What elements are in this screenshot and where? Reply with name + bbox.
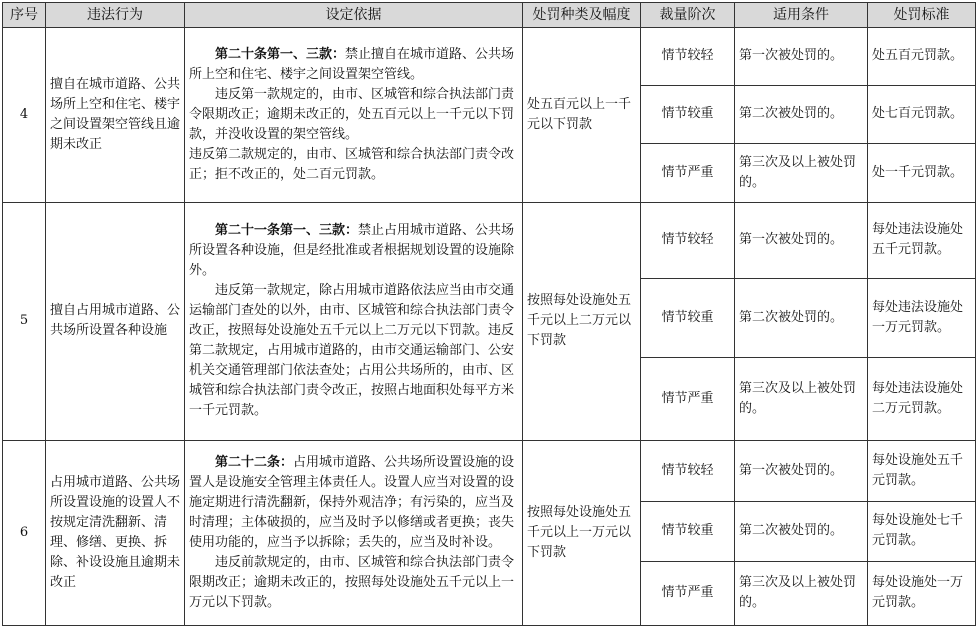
applicable-condition: 第二次被处罚的。 [735, 502, 868, 562]
penalty-range: 按照每处设施处五千元以上二万元以下罚款 [523, 202, 641, 441]
basis-paragraph: 第二十二条：占用城市道路、公共场所设置设施的设置人是设施安全管理主体责任人。设置人应当对设置的设施定期进行清洗翻新，保持外观洁净；有污染的，应当及时清理；主体破损的，应当及时予以修缮或者更换；丧失使用功能的，应当予以拆除；丢失的，应当及时补设。 [189, 455, 515, 551]
table-row [3, 28, 976, 86]
header-level: 裁量阶次 [641, 3, 735, 28]
basis-paragraph: 违反第一款规定的，由市、区城管和综合执法部门责令限期改正；逾期未改正的，处五百元以上一千元以下罚款，并没收设置的架空管线。 [189, 86, 515, 142]
header-row [3, 3, 976, 28]
row-number: 6 [3, 441, 46, 626]
legal-basis [185, 441, 523, 626]
penalty-standard: 处七百元罚款。 [868, 85, 976, 143]
row-number: 4 [3, 28, 46, 203]
discretion-level: 情节较轻 [641, 202, 735, 278]
discretion-level: 情节较重 [641, 278, 735, 358]
penalty-range: 处五百元以上一千元以下罚款 [523, 28, 641, 203]
discretion-level: 情节较轻 [641, 28, 735, 86]
applicable-condition: 第二次被处罚的。 [735, 278, 868, 358]
penalty-range: 按照每处设施处五千元以上一万元以下罚款 [523, 441, 641, 626]
header-behavior: 违法行为 [46, 3, 185, 28]
applicable-condition: 第一次被处罚的。 [735, 202, 868, 278]
header-basis: 设定依据 [185, 3, 523, 28]
header-standard: 处罚标准 [868, 3, 976, 28]
penalty-standard: 每处设施处七千元罚款。 [868, 502, 976, 562]
discretion-level: 情节较轻 [641, 441, 735, 502]
applicable-condition: 第一次被处罚的。 [735, 441, 868, 502]
discretion-level: 情节严重 [641, 561, 735, 625]
header-range: 处罚种类及幅度 [523, 3, 641, 28]
applicable-condition: 第一次被处罚的。 [735, 28, 868, 86]
row-number: 5 [3, 202, 46, 441]
basis-article: 第二十条第一、三款： [215, 46, 346, 62]
penalty-standard: 处五百元罚款。 [868, 28, 976, 86]
basis-paragraph: 第二十一条第一、三款：禁止占用城市道路、公共场所设置各种设施，但是经批准或者根据规划设置的设施除外。 [189, 223, 515, 279]
header-condition: 适用条件 [735, 3, 868, 28]
violation-behavior: 擅自占用城市道路、公共场所设置各种设施 [46, 202, 185, 441]
applicable-condition: 第三次及以上被处罚的。 [735, 358, 868, 441]
basis-article: 第二十二条： [215, 455, 294, 471]
legal-basis [185, 28, 523, 203]
penalty-standard: 每处违法设施处一万元罚款。 [868, 278, 976, 358]
penalty-table [2, 2, 976, 626]
penalty-standard: 每处违法设施处五千元罚款。 [868, 202, 976, 278]
basis-paragraph: 违反第二款规定的，由市、区城管和综合执法部门责令改正；拒不改正的，处二百元罚款。 [189, 146, 515, 182]
penalty-standard: 每处设施处一万元罚款。 [868, 561, 976, 625]
header-no: 序号 [3, 3, 46, 28]
applicable-condition: 第三次及以上被处罚的。 [735, 143, 868, 202]
applicable-condition: 第三次及以上被处罚的。 [735, 561, 868, 625]
violation-behavior: 占用城市道路、公共场所设置设施的设置人不按规定清洗翻新、清理、修缮、更换、拆除、补设设施且逾期未改正 [46, 441, 185, 626]
basis-paragraph: 违反前款规定的，由市、区城管和综合执法部门责令限期改正；逾期未改正的，按照每处设施处五千元以上一万元以下罚款。 [189, 555, 515, 611]
discretion-level: 情节严重 [641, 143, 735, 202]
discretion-level: 情节严重 [641, 358, 735, 441]
table-row [3, 202, 976, 278]
penalty-standard: 处一千元罚款。 [868, 143, 976, 202]
discretion-level: 情节较重 [641, 85, 735, 143]
violation-behavior: 擅自在城市道路、公共场所上空和住宅、楼宇之间设置架空管线且逾期未改正 [46, 28, 185, 203]
table-row [3, 441, 976, 502]
penalty-standard: 每处违法设施处二万元罚款。 [868, 358, 976, 441]
basis-paragraph: 违反第一款规定，除占用城市道路依法应当由市交通运输部门查处的以外，由市、区城管和综合执法部门责令改正，按照每处设施处五千元以上二万元以下罚款。违反第二款规定，占用城市道路的，由市交通运输部门、公安机关交通管理部门依法查处；占用公共场所的，由市、区城管和综合执法部门责令改正，按照占地面积处每平方米一千元罚款。 [189, 283, 515, 419]
basis-article: 第二十一条第一、三款： [215, 223, 359, 239]
basis-paragraph: 第二十条第一、三款：禁止擅自在城市道路、公共场所上空和住宅、楼宇之间设置架空管线。 [189, 46, 515, 82]
penalty-standard: 每处设施处五千元罚款。 [868, 441, 976, 502]
legal-basis [185, 202, 523, 441]
discretion-level: 情节较重 [641, 502, 735, 562]
applicable-condition: 第二次被处罚的。 [735, 85, 868, 143]
